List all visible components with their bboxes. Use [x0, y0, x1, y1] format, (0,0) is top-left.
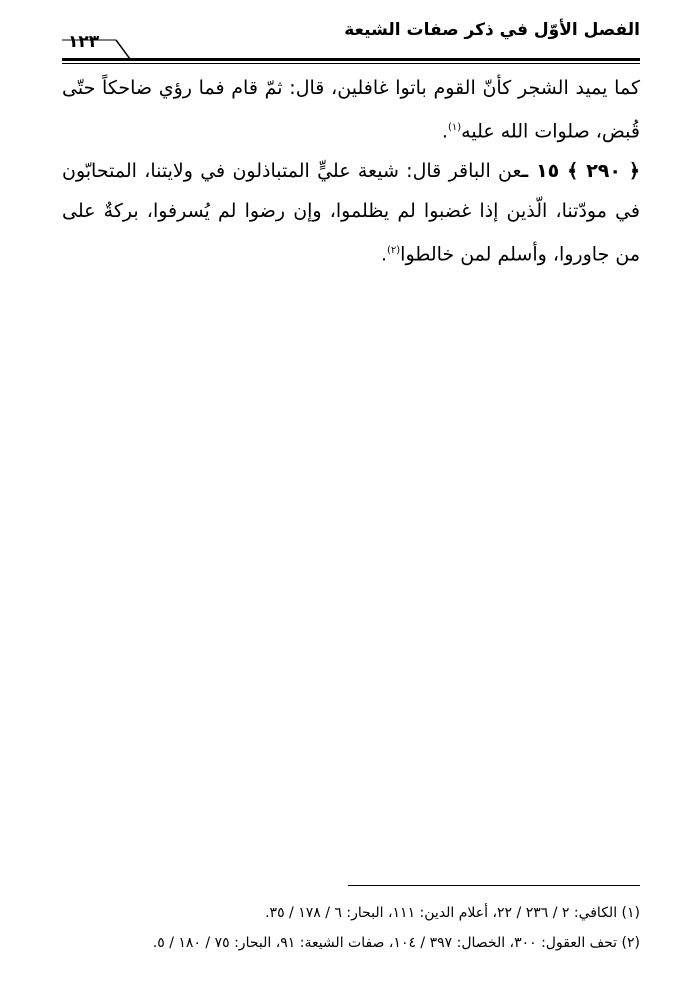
- footnote-reference: (١): [447, 122, 462, 133]
- header-ornament: [62, 34, 130, 60]
- page-number: ١٢٣: [68, 32, 100, 52]
- running-header-title: الفصل الأوّل في ذكر صفات الشيعة: [344, 20, 640, 40]
- hadith-number: ﴿ ٢٩٠ ﴾ ١٥ ـ: [521, 160, 641, 183]
- footnote: (١) الكافي: ٢ / ٢٣٦ / ٢٢، أعلام الدين: ١١١، البحار: ٦ / ١٧٨ / ٣٥.: [265, 905, 640, 921]
- footnotes: [62, 898, 640, 958]
- main-text: [62, 68, 640, 275]
- paragraph-end: .: [380, 243, 387, 266]
- footnote: (٢) تحف العقول: ٣٠٠، الخصال: ٣٩٧ / ١٠٤، صفات الشيعة: ٩١، البحار: ٧٥ / ١٨٠ / ٥.: [152, 935, 640, 951]
- paragraph-text: كما يميد الشجر كأنّ القوم باتوا غافلين، قال: ثمّ قام فما رؤي ضاحكاً حتّى قُبض، صلوات الله عليه: [62, 77, 640, 143]
- paragraph-text: عن الباقر قال: شيعة عليٍّ المتباذلون في ولايتنا، المتحابّون في مودّتنا، الّذين إذا غضبوا لم يظلموا، وإن رضوا لم يُسرفوا، بركةٌ على من جاوروا، وأسلم لمن خالطوا: [62, 160, 640, 266]
- header-rule-secondary: [62, 63, 640, 64]
- header-rule: [62, 58, 640, 61]
- footnote-reference: (٢): [386, 245, 401, 257]
- footnote-separator: [348, 885, 640, 886]
- paragraph: [62, 151, 640, 274]
- paragraph: [62, 68, 640, 151]
- paragraph-end: .: [441, 120, 448, 143]
